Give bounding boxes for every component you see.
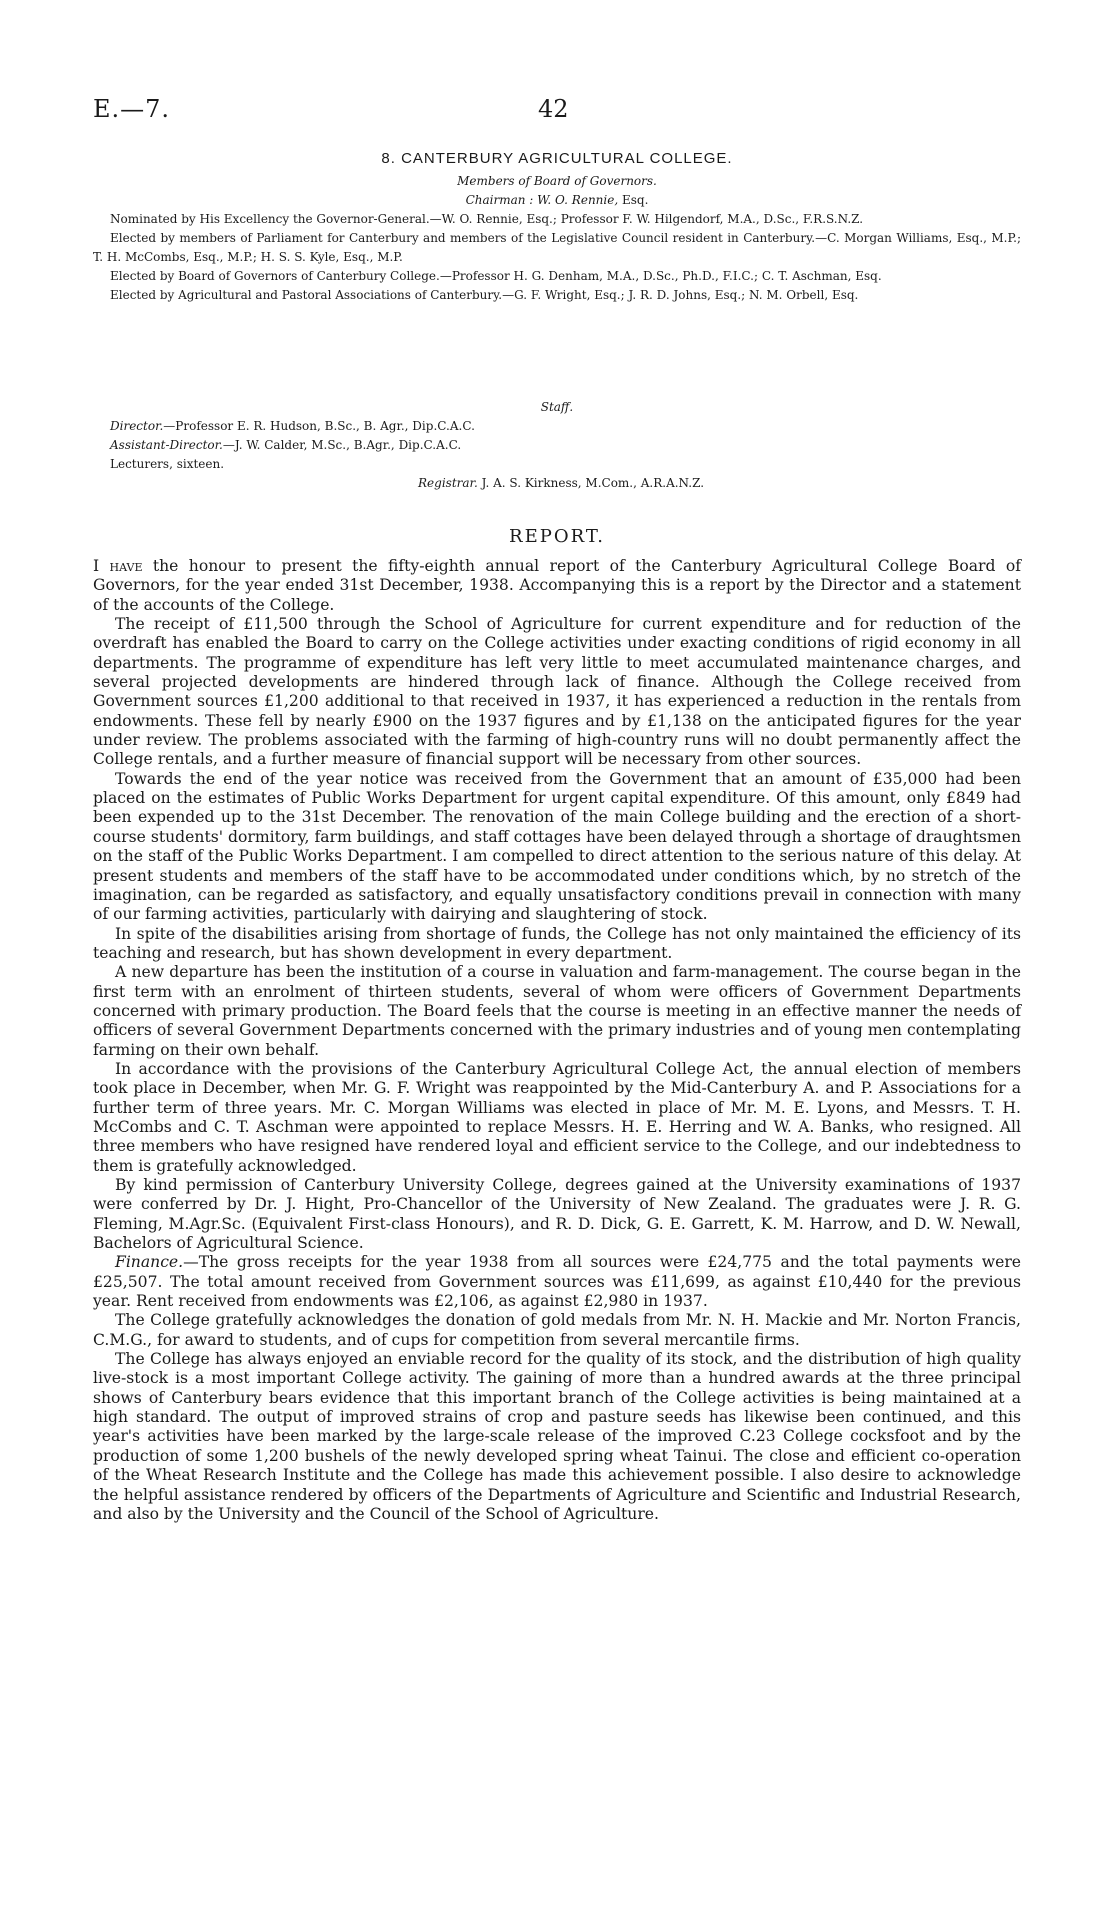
finance-label: Finance. <box>115 1253 184 1272</box>
chairman-name: W. O. Rennie, <box>537 193 619 207</box>
staff-block <box>93 398 1021 493</box>
board-heading: Members of Board of Governors. <box>457 174 657 188</box>
assistant-director-line <box>93 436 1021 455</box>
report-code: E.—7. <box>93 95 171 123</box>
lecturers-line: Lecturers, sixteen. <box>110 457 225 471</box>
chairman-label: Chairman : <box>465 193 534 207</box>
director-name: Professor E. R. Hudson, B.Sc., B. Agr., Dip.C.A.C. <box>175 419 475 433</box>
report-paragraph: The College gratefully acknowledges the donation of gold medals from Mr. N. H. Mackie and Mr. Norton Francis, C.M.G., for award to students, and of cups for competition from several mercantile firms. <box>93 1311 1021 1349</box>
chairman-line <box>93 191 1021 210</box>
board-members-block <box>93 172 1021 305</box>
page-number: 42 <box>538 95 569 123</box>
report-paragraph: A new departure has been the institution of a course in valuation and farm-management. The course began in the first term with an enrolment of thirteen students, several of whom were officers of Government Departments concerned with primary production. The Board feels that the course is meeting in an effective manner the needs of officers of several Government Departments concerned with the primary industries and of young men contemplating farming on their own behalf. <box>93 963 1021 1059</box>
report-paragraph: In spite of the disabilities arising from shortage of funds, the College has not only maintained the efficiency of its teaching and research, but has shown development in every department. <box>93 924 1021 962</box>
assistant-director-label: Assistant-Director.— <box>110 438 235 452</box>
elected-agricultural-members: Elected by Agricultural and Pastoral Associations of Canterbury.—G. F. Wright, Esq.; J. R. D. Johns, Esq.; N. M. Orbell, Esq. <box>110 288 859 302</box>
assistant-director-name: J. W. Calder, M.Sc., B.Agr., Dip.C.A.C. <box>234 438 462 452</box>
report-heading: REPORT. <box>509 526 605 547</box>
report-paragraph: By kind permission of Canterbury University College, degrees gained at the University examinations of 1937 were conferred by Dr. J. Hight, Pro-Chancellor of the University of New Zealand. The graduates were J. R. G. Fleming, M.Agr.Sc. (Equivalent First-class Honours), and R. D. Dick, G. E. Garrett, K. M. Harrow, and D. W. Newall, Bachelors of Agricultural Science. <box>93 1176 1021 1253</box>
report-paragraph: The receipt of £11,500 through the School of Agriculture for current expenditure and for reduction of the overdraft has enabled the Board to carry on the College activities under exacting conditions of rigid economy in all departments. The programme of expenditure has left very little to meet accumulated maintenance charges, and several projected developments are hindered through lack of finance. Although the College received from Government sources £1,200 additional to that received in 1937, it has experienced a reduction in the rentals from endowments. These fell by nearly £900 on the 1937 figures and by £1,138 on the anticipated figures for the year under review. The problems associated with the farming of high-country runs will no doubt permanently affect the College rentals, and a further measure of financial support will be necessary from other sources. <box>93 615 1021 769</box>
opening-words: I have <box>93 557 143 575</box>
report-paragraph: In accordance with the provisions of the Canterbury Agricultural College Act, the annual election of members took place in December, when Mr. G. F. Wright was reappointed by the Mid-Canterbury A. and P. Associations for a further term of three years. Mr. C. Morgan Williams was elected in place of Mr. M. E. Lyons, and Messrs. T. H. McCombs and C. T. Aschman were appointed to replace Messrs. H. E. Herring and W. A. Banks, who resigned. All three members who have resigned have rendered loyal and efficient service to the College, and our indebtedness to them is gratefully acknowledged. <box>93 1059 1021 1175</box>
nominated-members: Nominated by His Excellency the Governor-General.—W. O. Rennie, Esq.; Professor F. W. Hilgendorf, M.A., D.Sc., F.R.S.N.Z. <box>110 212 864 226</box>
chairman-suffix: Esq. <box>621 193 649 207</box>
intro-text: the honour to present the fifty-eighth annual report of the Canterbury Agricultural College Board of Governors, for the year ended 31st December, 1938. Accompanying this is a report by the Director and a statement of the accounts of the College. <box>93 557 1021 614</box>
staff-heading: Staff. <box>540 400 574 414</box>
section-title: 8. CANTERBURY AGRICULTURAL COLLEGE. <box>381 150 733 167</box>
elected-parliament-members: Elected by members of Parliament for Canterbury and members of the Legislative Council resident in Canterbury.—C. Morgan Williams, Esq., M.P.; T. H. McCombs, Esq., M.P.; H. S. S. Kyle, Esq., M.P. <box>93 231 1021 264</box>
registrar-label: Registrar. <box>418 476 478 490</box>
director-label: Director.— <box>110 419 176 433</box>
report-paragraph-intro <box>93 557 1021 615</box>
director-line <box>93 417 1021 436</box>
registrar-line <box>93 474 1021 493</box>
finance-text: —The gross receipts for the year 1938 from all sources were £24,775 and the total payments were £25,507. The total amount received from Government sources was £11,699, as against £10,440 for the previous year. Rent received from endowments was £2,106, as against £2,980 in 1937. <box>93 1253 1021 1311</box>
registrar-name: J. A. S. Kirkness, M.Com., A.R.A.N.Z. <box>481 476 705 490</box>
report-body <box>93 557 1021 1524</box>
report-paragraph: The College has always enjoyed an enviable record for the quality of its stock, and the distribution of high quality live-stock is a most important College activity. The gaining of more than a hundred awards at the three principal shows of Canterbury bears evidence that this important branch of the College activities is being maintained at a high standard. The output of improved strains of crop and pasture seeds has likewise been continued, and this year's activities have been marked by the large-scale release of the improved C.23 College cocksfoot and by the production of some 1,200 bushels of the newly developed spring wheat Tainui. The close and efficient co-operation of the Wheat Research Institute and the College has made this achievement possible. I also desire to acknowledge the helpful assistance rendered by officers of the Departments of Agriculture and Scientific and Industrial Research, and also by the University and the Council of the School of Agriculture. <box>93 1350 1021 1523</box>
elected-board-members: Elected by Board of Governors of Canterbury College.—Professor H. G. Denham, M.A., D.Sc., Ph.D., F.I.C.; C. T. Aschman, Esq. <box>110 269 882 283</box>
finance-paragraph <box>93 1253 1021 1311</box>
report-paragraph: Towards the end of the year notice was received from the Government that an amount of £35,000 had been placed on the estimates of Public Works Department for urgent capital expenditure. Of this amount, only £849 had been expended up to the 31st December. The renovation of the main College building and the erection of a short-course students' dormitory, farm buildings, and staff cottages have been delayed through a shortage of draughtsmen on the staff of the Public Works Department. I am compelled to direct attention to the serious nature of this delay. At present students and members of the staff have to be accommodated under conditions which, by no stretch of the imagination, can be regarded as satisfactory, and equally unsatisfactory conditions prevail in connection with many of our farming activities, particularly with dairying and slaughtering of stock. <box>93 769 1021 924</box>
